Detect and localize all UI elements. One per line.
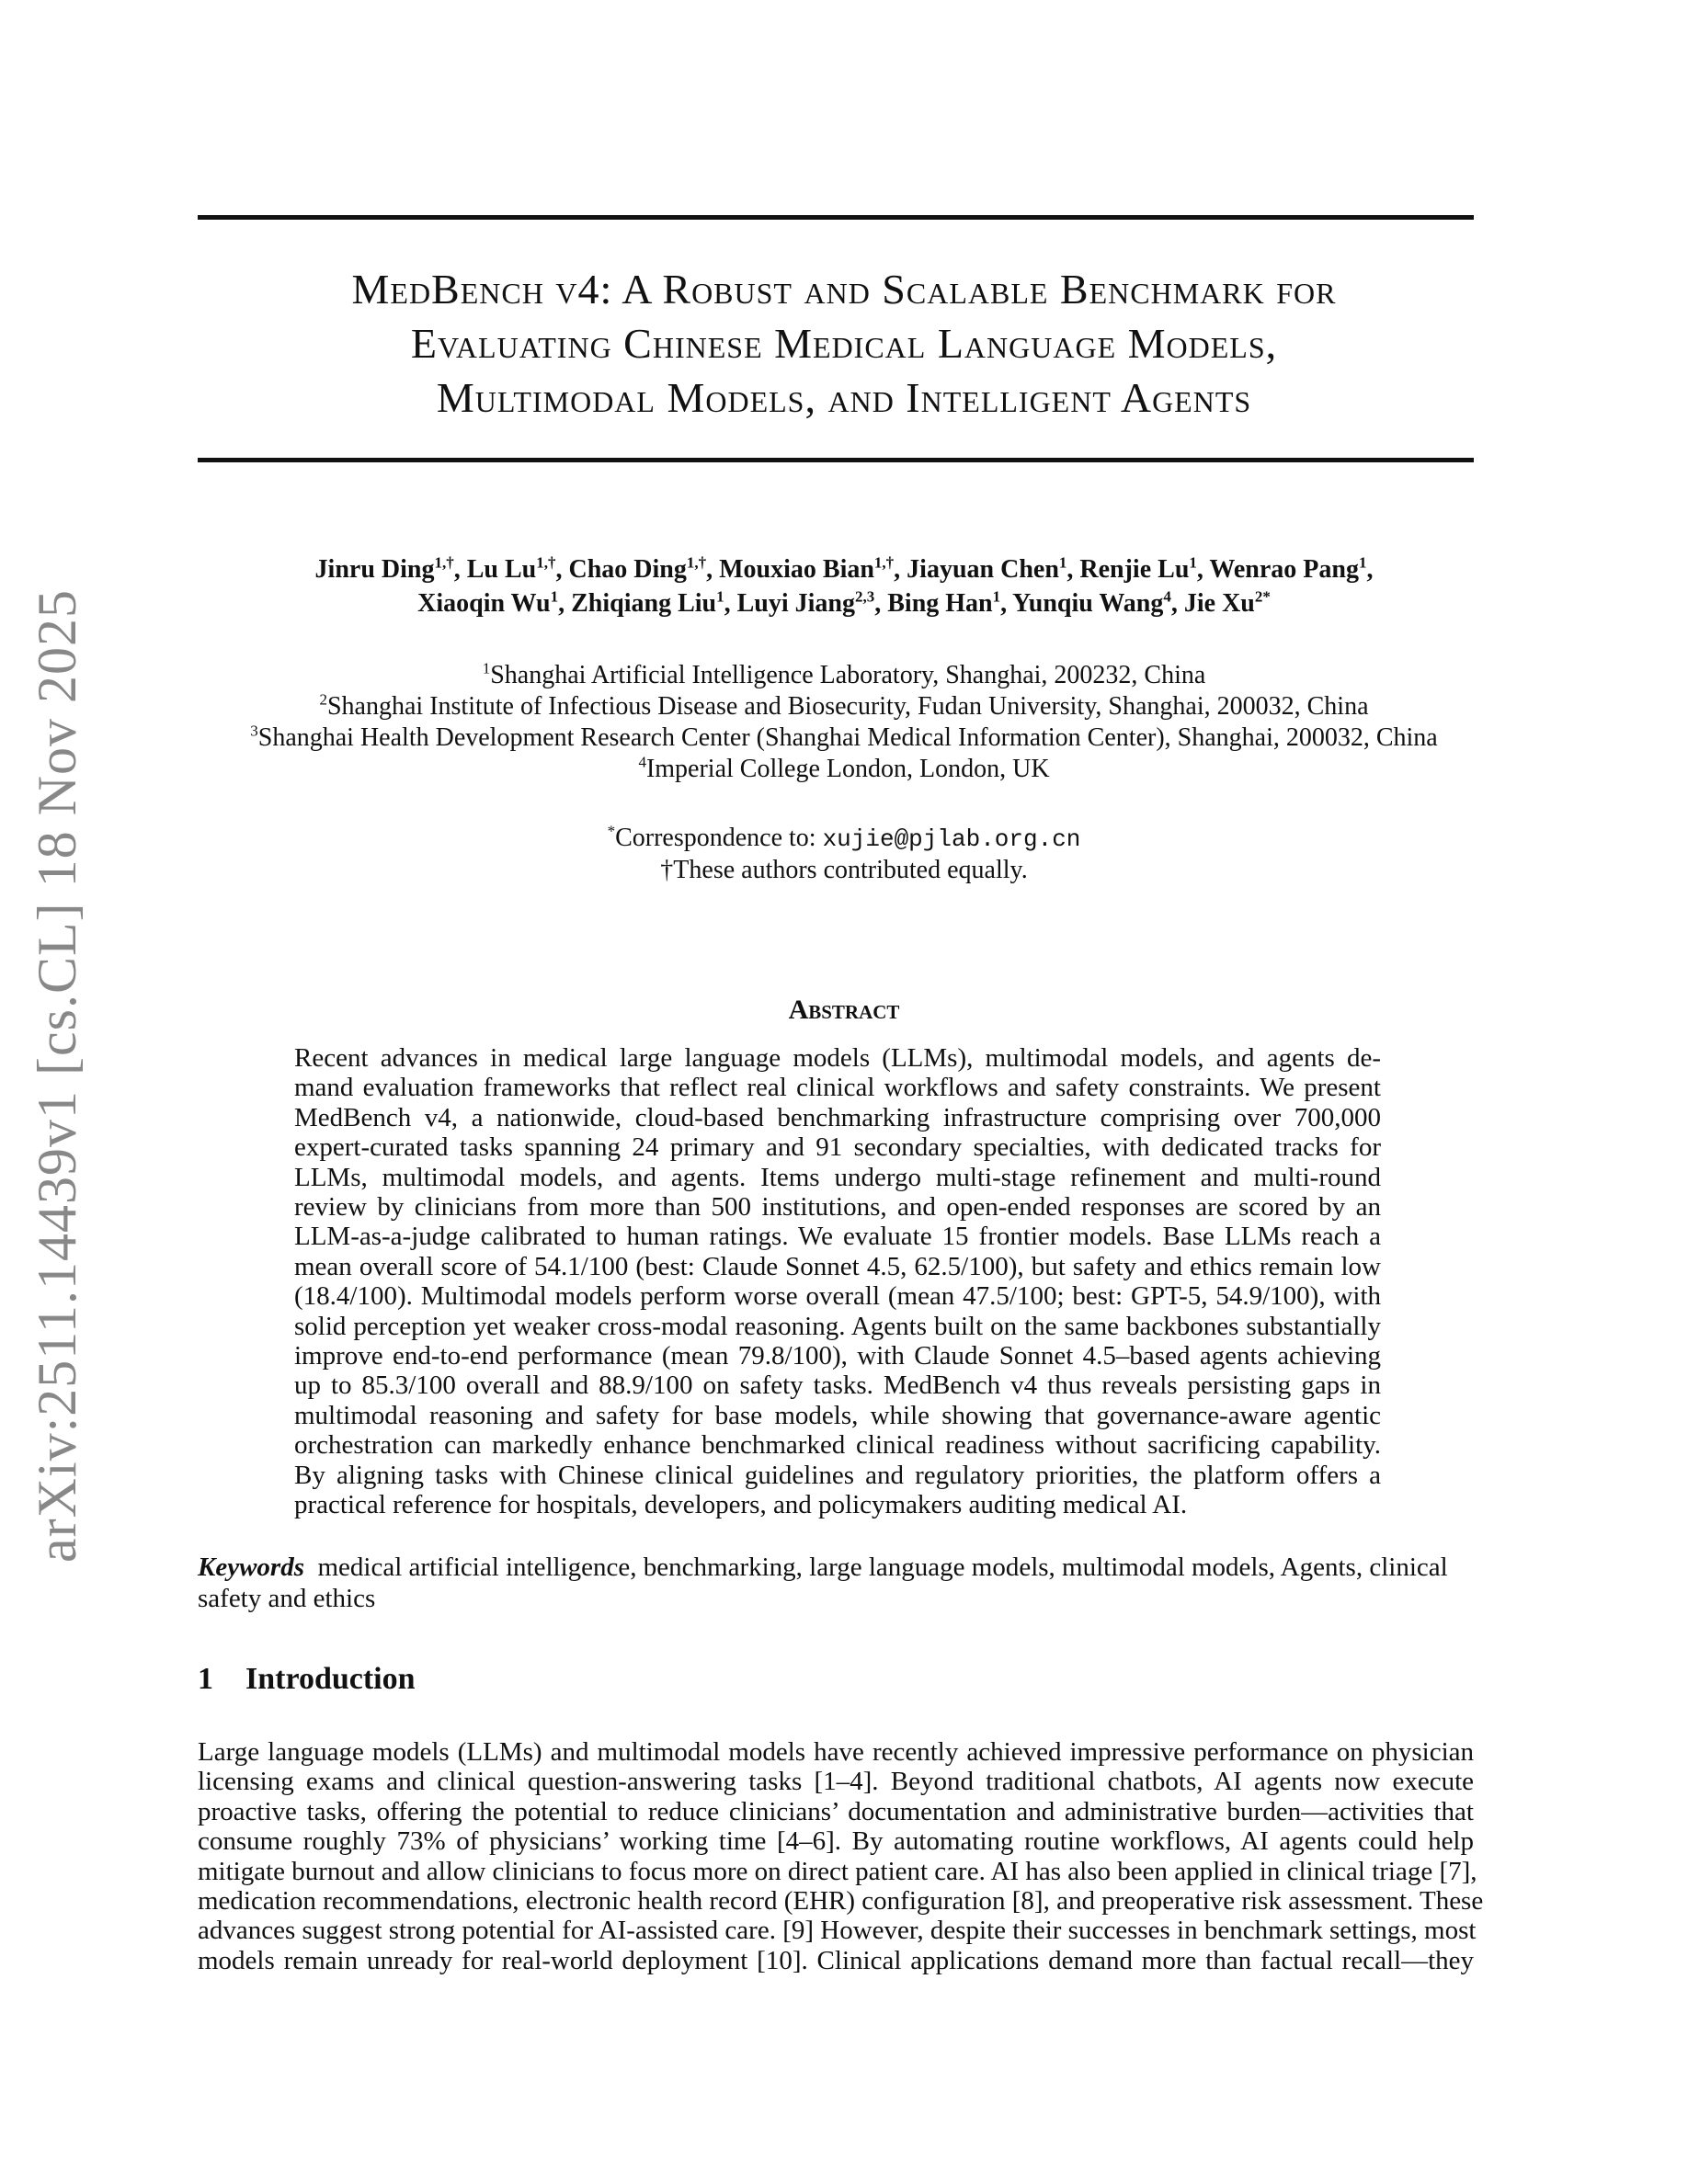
keywords-label: Keywords <box>198 1553 304 1582</box>
correspondence-label: Correspondence to: <box>615 824 823 852</box>
author-line: Xiaoqin Wu$^1$, Zhiqiang Liu$^1$, Luyi Jiang$^{2,3}$, Bing Han$^1$, Yunqiu Wang$^4$, Jie $Xu^{2*}$ <box>417 587 1271 618</box>
author-affiliation-mark: 1,† <box>873 553 895 572</box>
author-name: Mouxiao Bian <box>719 555 874 584</box>
intro-line: mitigate burnout and allow clinicians to focus more on direct patient care. AI has also been applied in clinical triage [7], <box>198 1856 1477 1886</box>
title-top-rule <box>198 215 1474 220</box>
affiliation <box>0 722 1688 754</box>
affiliation-number: 2 <box>319 690 327 709</box>
keywords-text: medical artificial intelligence, benchmarking, large language models, multimodal models, Agents, clinical safety and ethics <box>198 1553 1448 1613</box>
intro-line: advances suggest strong potential for AI-assisted care. [9] However, despite their successes in benchmark settings, most <box>198 1916 1477 1946</box>
abstract-heading: Abstract <box>788 995 900 1025</box>
title-line: Evaluating Chinese Medical Language Models, <box>410 320 1278 367</box>
arxiv-side-stamp: arXiv:2511.14439v1 [cs.CL] 18 Nov 2025 <box>27 589 87 1563</box>
author-name: Lu Lu <box>466 555 537 584</box>
abstract-line: practical reference for hospitals, developers, and policymakers auditing medical AI. <box>294 1490 1188 1519</box>
affiliation-text: Shanghai Artificial Intelligence Laboratory, Shanghai, 200232, China <box>490 661 1206 689</box>
author-affiliation-mark: 2,3 <box>855 587 875 606</box>
affiliation-number: 4 <box>638 753 646 771</box>
author-line: Jinru Ding$^{1,\dagger}$, Lu $Lu^{1,\dagger}$, Chao Ding$^{1,\dagger}$, Mouxiao Bian$^{1,\dagger}$, Jiayuan Chen$^1$, Renjie Lu$^1$, Wenrao Pang$^1$, <box>314 553 1374 584</box>
author-name: Zhiqiang Liu <box>571 589 717 618</box>
author-affiliation-mark: 1 <box>1058 553 1067 572</box>
title-line: Multimodal Models, and Intelligent Agents <box>436 374 1252 421</box>
intro-line: medication recommendations, electronic health record (EHR) configuration [8], and preoperative risk assessment. These <box>198 1886 1484 1916</box>
author-name: Jinru Ding <box>314 555 435 584</box>
intro-line: proactive tasks, offering the potential to reduce clinicians’ documentation and administrative burden—activities that <box>198 1796 1474 1826</box>
affiliation-text: Shanghai Institute of Infectious Disease and Biosecurity, Fudan University, Shanghai, 200032, China <box>326 692 1369 721</box>
author-affiliation-mark: 1 <box>1358 553 1367 572</box>
author-name: Wenrao Pang <box>1209 555 1359 584</box>
affiliation-text: Shanghai Health Development Research Center (Shanghai Medical Information Center), Shanghai, 200032, China <box>257 723 1438 752</box>
correspondence-mark: * <box>607 822 616 840</box>
abstract-line: review by clinicians from more than 500 institutions, and open-ended responses are scored by an <box>294 1192 1381 1222</box>
abstract-line: LLM-as-a-judge calibrated to human ratings. We evaluate 15 frontier models. Base LLMs reach a <box>294 1222 1381 1252</box>
abstract-line: solid perception yet weaker cross-modal reasoning. Agents built on the same backbones substantially <box>294 1311 1381 1341</box>
author-affiliation-mark: 1 <box>550 587 559 606</box>
author-affiliation-mark: 1 <box>716 587 724 606</box>
section-title: Introduction <box>245 1662 416 1696</box>
abstract-line: orchestration can markedly enhance benchmarked clinical readiness without sacrificing capability. <box>294 1430 1381 1461</box>
correspondence <box>0 823 1688 855</box>
author-name: Jie Xu <box>1183 589 1255 618</box>
affiliation <box>0 754 1688 785</box>
affiliation-number: 1 <box>482 659 491 677</box>
affiliation-number: 3 <box>250 722 258 740</box>
intro-line: Large language models (LLMs) and multimodal models have recently achieved impressive performance on physician <box>198 1737 1474 1767</box>
keywords <box>198 1552 1474 1614</box>
intro-line: models remain unready for real-world deployment [10]. Clinical applications demand more than factual recall—they <box>198 1945 1474 1975</box>
title-line: MedBench v4: A Robust and Scalable Benchmark for <box>351 266 1337 313</box>
intro-line: consume roughly 73% of physicians’ working time [4–6]. By automating routine workflows, AI agents could help <box>198 1826 1474 1857</box>
abstract-line: multimodal reasoning and safety for base models, while showing that governance-aware agentic <box>294 1400 1381 1430</box>
intro-line: licensing exams and clinical question-answering tasks [1–4]. Beyond traditional chatbots, AI agents now execute <box>198 1767 1474 1797</box>
author-name: Jiayuan Chen <box>907 555 1059 584</box>
abstract-line: By aligning tasks with Chinese clinical guidelines and regulatory priorities, the platform offers a <box>294 1460 1381 1490</box>
abstract-line: (18.4/100). Multimodal models perform worse overall (mean 47.5/100; best: GPT-5, 54.9/100), with <box>294 1281 1381 1312</box>
affiliation-text: Imperial College London, London, UK <box>645 755 1050 783</box>
abstract-line: up to 85.3/100 overall and 88.9/100 on safety tasks. MedBench v4 thus reveals persisting gaps in <box>294 1371 1381 1401</box>
author-affiliation-mark: 1,† <box>536 553 556 572</box>
author-affiliation-mark: 1,† <box>686 553 707 572</box>
author-affiliation-mark: 4 <box>1163 587 1171 606</box>
author-name: Bing Han <box>887 589 993 618</box>
author-name: Renjie Lu <box>1079 555 1190 584</box>
author-affiliation-mark: 1 <box>1189 553 1197 572</box>
title-bottom-rule <box>198 458 1474 462</box>
section-heading <box>198 1662 416 1697</box>
abstract-line: expert-curated tasks spanning 24 primary and 91 secondary specialties, with dedicated tracks for <box>294 1132 1381 1163</box>
author-name: Xiaoqin Wu <box>417 589 551 618</box>
abstract-line: LLMs, multimodal models, and agents. Items undergo multi-stage refinement and multi-round <box>294 1162 1381 1192</box>
abstract-line: mean overall score of 54.1/100 (best: Claude Sonnet 4.5, 62.5/100), but safety and ethics remain low <box>294 1251 1381 1281</box>
equal-contribution-note: †These authors contributed equally. <box>660 856 1028 884</box>
abstract-line: mand evaluation frameworks that reflect real clinical workflows and safety constraints. We present <box>294 1073 1381 1103</box>
abstract-line: improve end-to-end performance (mean 79.8/100), with Claude Sonnet 4.5–based agents achieving <box>294 1341 1381 1371</box>
affiliation <box>0 660 1688 691</box>
author-affiliation-mark: 2* <box>1254 587 1271 606</box>
section-number: 1 <box>198 1662 213 1696</box>
affiliation <box>0 691 1688 722</box>
correspondence-email[interactable]: xujie@pjlab.org.cn <box>822 825 1081 853</box>
author-name: Chao Ding <box>568 555 687 584</box>
author-name: Luyi Jiang <box>736 589 855 618</box>
author-affiliation-mark: 1 <box>992 587 1001 606</box>
abstract-line: MedBench v4, a nationwide, cloud-based benchmarking infrastructure comprising over 700,000 <box>294 1102 1381 1132</box>
abstract-line: Recent advances in medical large language models (LLMs), multimodal models, and agents de- <box>294 1043 1381 1073</box>
author-affiliation-mark: 1,† <box>434 553 454 572</box>
author-name: Yunqiu Wang <box>1012 589 1164 618</box>
